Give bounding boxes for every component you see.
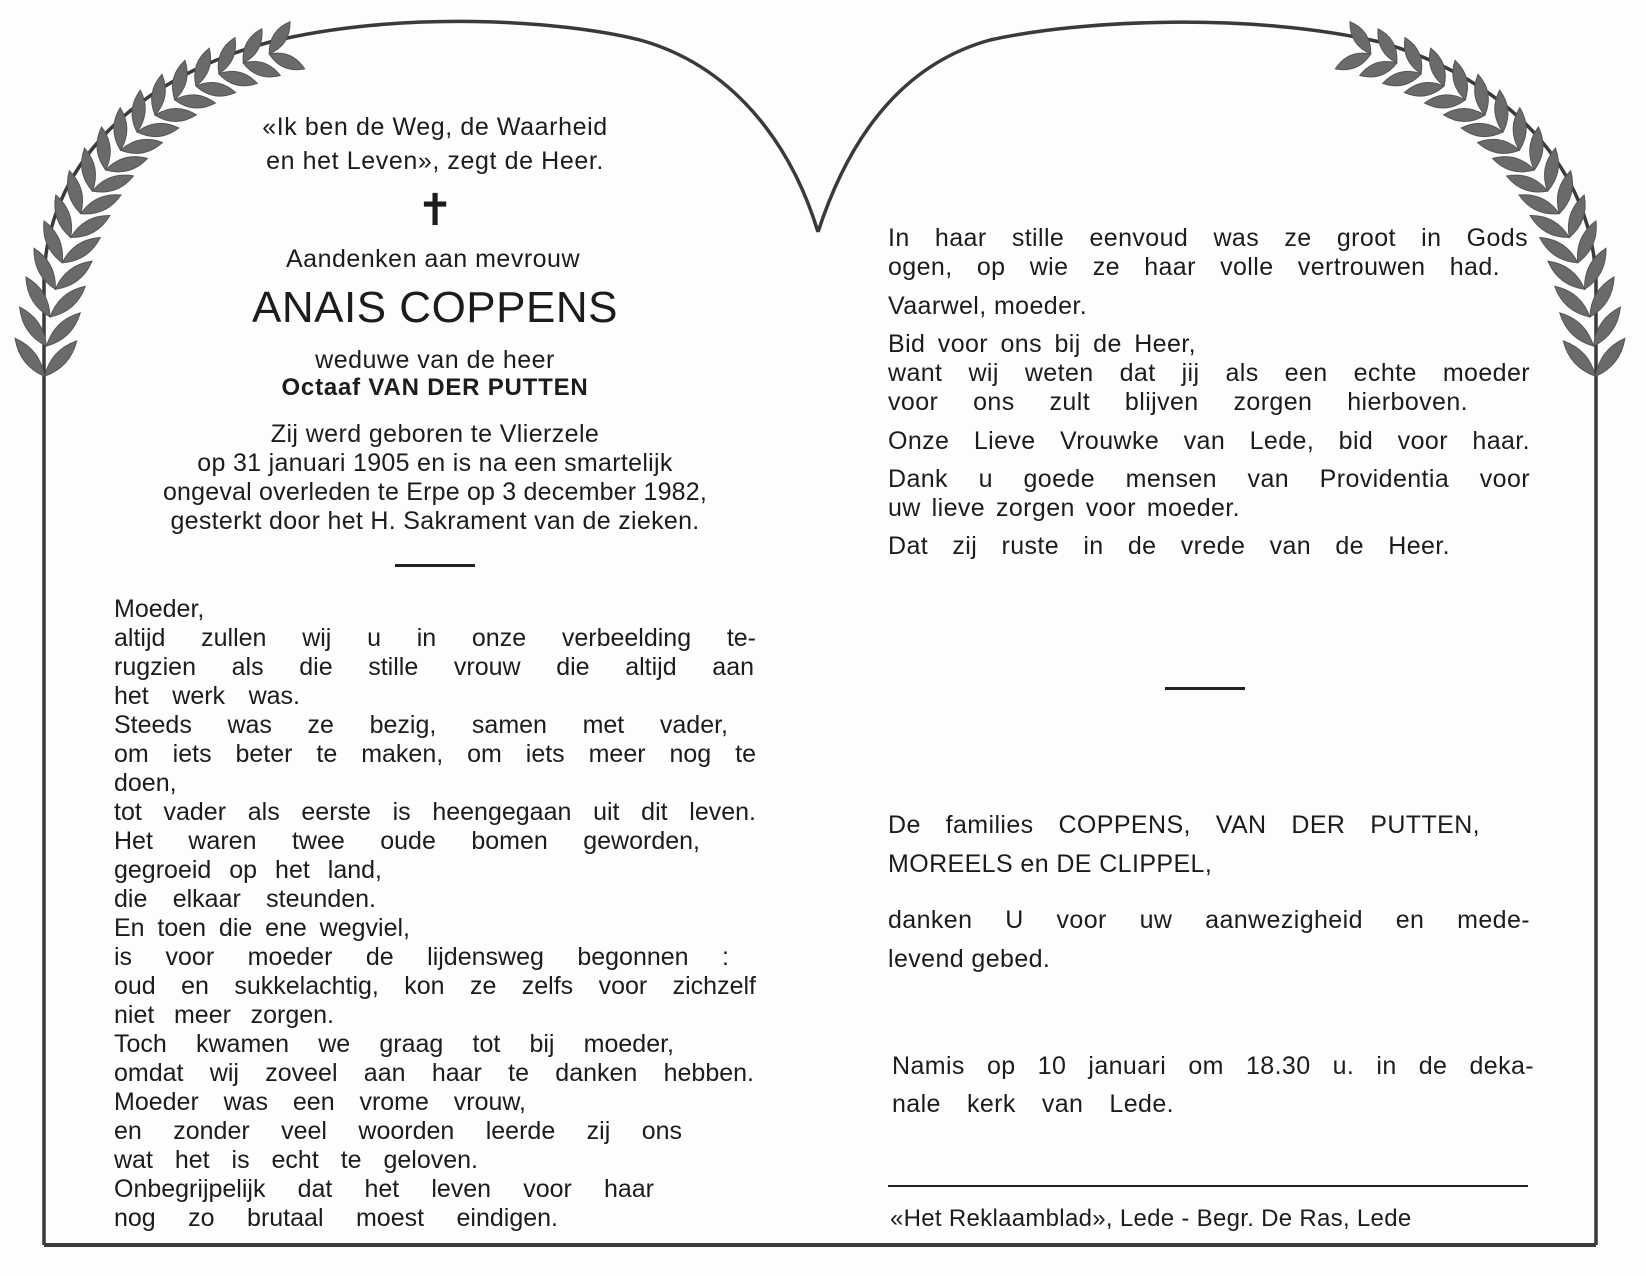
laurel-leaf <box>1541 147 1562 192</box>
widow-of-label: weduwe van de heer <box>315 346 555 374</box>
laurel-leaf <box>1544 256 1589 294</box>
separator-dash <box>1165 687 1245 690</box>
memorial-intro: Aandenken aan mevrouw <box>285 245 581 273</box>
poem-line: wat het is echt te geloven. <box>114 1146 478 1174</box>
tribute-line: Bid voor ons bij de Heer, <box>888 330 1196 358</box>
families-line: De families COPPENS, VAN DER PUTTEN, <box>888 811 1480 839</box>
poem-line: Steeds was ze bezig, samen met vader, <box>114 711 728 739</box>
thanks-line: levend gebed. <box>888 945 1051 973</box>
poem-line: gegroeid op het land, <box>114 856 382 884</box>
bible-quote-line-1: «Ik ben de Weg, de Waarheid <box>262 113 608 141</box>
poem-line: om iets beter te maken, om iets meer nog te <box>114 740 756 768</box>
laurel-leaf <box>1443 108 1485 121</box>
laurel-leaf <box>1345 18 1377 57</box>
cross-icon: ✝ <box>416 185 454 236</box>
laurel-leaf <box>238 26 268 66</box>
tribute-line: In haar stille eenvoud was ze groot in Gods <box>888 224 1528 252</box>
bio-line: gesterkt door het H. Sakrament van de zieken. <box>170 507 700 535</box>
families-line: MOREELS en DE CLIPPEL, <box>888 850 1213 878</box>
poem-line: Moeder was een vrome vrouw, <box>114 1088 526 1116</box>
laurel-leaf <box>1504 170 1550 197</box>
laurel-leaf <box>1528 126 1545 170</box>
poem-line: Moeder, <box>114 595 205 623</box>
tribute-line: Dat zij ruste in de vrede van de Heer. <box>888 532 1450 560</box>
mass-line: Namis op 10 januari om 18.30 u. in de deka- <box>892 1052 1534 1080</box>
husband-name: Octaaf VAN DER PUTTEN <box>281 374 589 401</box>
poem-line: nog zo brutaal moest eindigen. <box>114 1204 558 1232</box>
tribute-line: voor ons zult blijven zorgen hierboven. <box>888 388 1468 416</box>
poem-line: doen, <box>114 769 177 797</box>
bio-line: ongeval overleden te Erpe op 3 december 1982, <box>162 478 708 506</box>
laurel-leaf <box>190 46 216 88</box>
poem-line: het werk was. <box>114 682 300 710</box>
laurel-leaf <box>1527 210 1573 243</box>
laurel-leaf <box>1491 152 1536 176</box>
tribute-line: uw lieve zorgen voor moeder. <box>888 494 1240 522</box>
poem-line: niet meer zorgen. <box>114 1001 334 1029</box>
laurel-leaf <box>1516 189 1562 219</box>
bio-line: op 31 januari 1905 en is na een smartelijk <box>197 449 673 477</box>
poem-line: tot vader als eerste is heengegaan uit dit leven. <box>114 798 756 826</box>
poem-line: Onbegrijpelijk dat het leven voor haar <box>114 1175 654 1203</box>
thanks-line: danken U voor uw aanwezigheid en mede- <box>888 906 1530 934</box>
poem-line: rugzien als die stille vrouw die altijd aan <box>114 653 754 681</box>
poem-line: Toch kwamen we graag tot bij moeder, <box>114 1030 674 1058</box>
laurel-leaf <box>1424 93 1466 109</box>
laurel-branch-right <box>1333 18 1630 381</box>
separator-dash <box>395 564 475 567</box>
tribute-line: Dank u goede mensen van Providentia voor <box>888 465 1530 493</box>
laurel-leaf <box>213 35 241 76</box>
tribute-line: Onze Lieve Vrouwke van Lede, bid voor haar. <box>888 427 1530 455</box>
poem-line: En toen die ene wegviel, <box>114 914 410 942</box>
tribute-line: Vaarwel, moeder. <box>888 292 1088 320</box>
poem-line: Het waren twee oude bomen geworden, <box>114 827 700 855</box>
poem-line: oud en sukkelachtig, kon ze zelfs voor zichzelf <box>114 972 756 1000</box>
poem-line: omdat wij zoveel aan haar te danken hebben. <box>114 1059 754 1087</box>
tribute-line: ogen, op wie ze haar volle vertrouwen had. <box>888 253 1500 281</box>
bible-quote-line-2: en het Leven», zegt de Heer. <box>266 147 604 175</box>
poem-line: is voor moeder de lijdensweg begonnen : <box>114 943 729 971</box>
footer-rule <box>888 1185 1528 1187</box>
poem-line: en zonder veel woorden leerde zij ons <box>114 1117 682 1145</box>
poem-line: die elkaar steunden. <box>114 885 376 913</box>
deceased-name: ANAIS COPPENS <box>252 283 618 332</box>
tribute-line: want wij weten dat jij als een echte moeder <box>888 359 1530 387</box>
poem-line: altijd zullen wij u in onze verbeelding te- <box>114 624 756 652</box>
laurel-leaf <box>174 93 216 109</box>
mass-line: nale kerk van Lede. <box>892 1090 1174 1118</box>
bio-line: Zij werd geboren te Vlierzele <box>270 420 600 448</box>
laurel-leaf <box>1461 121 1504 138</box>
laurel-leaf <box>1476 136 1520 157</box>
laurel-leaf <box>1536 232 1581 268</box>
printer-credit: «Het Reklaamblad», Lede - Begr. De Ras, Lede <box>890 1205 1412 1232</box>
